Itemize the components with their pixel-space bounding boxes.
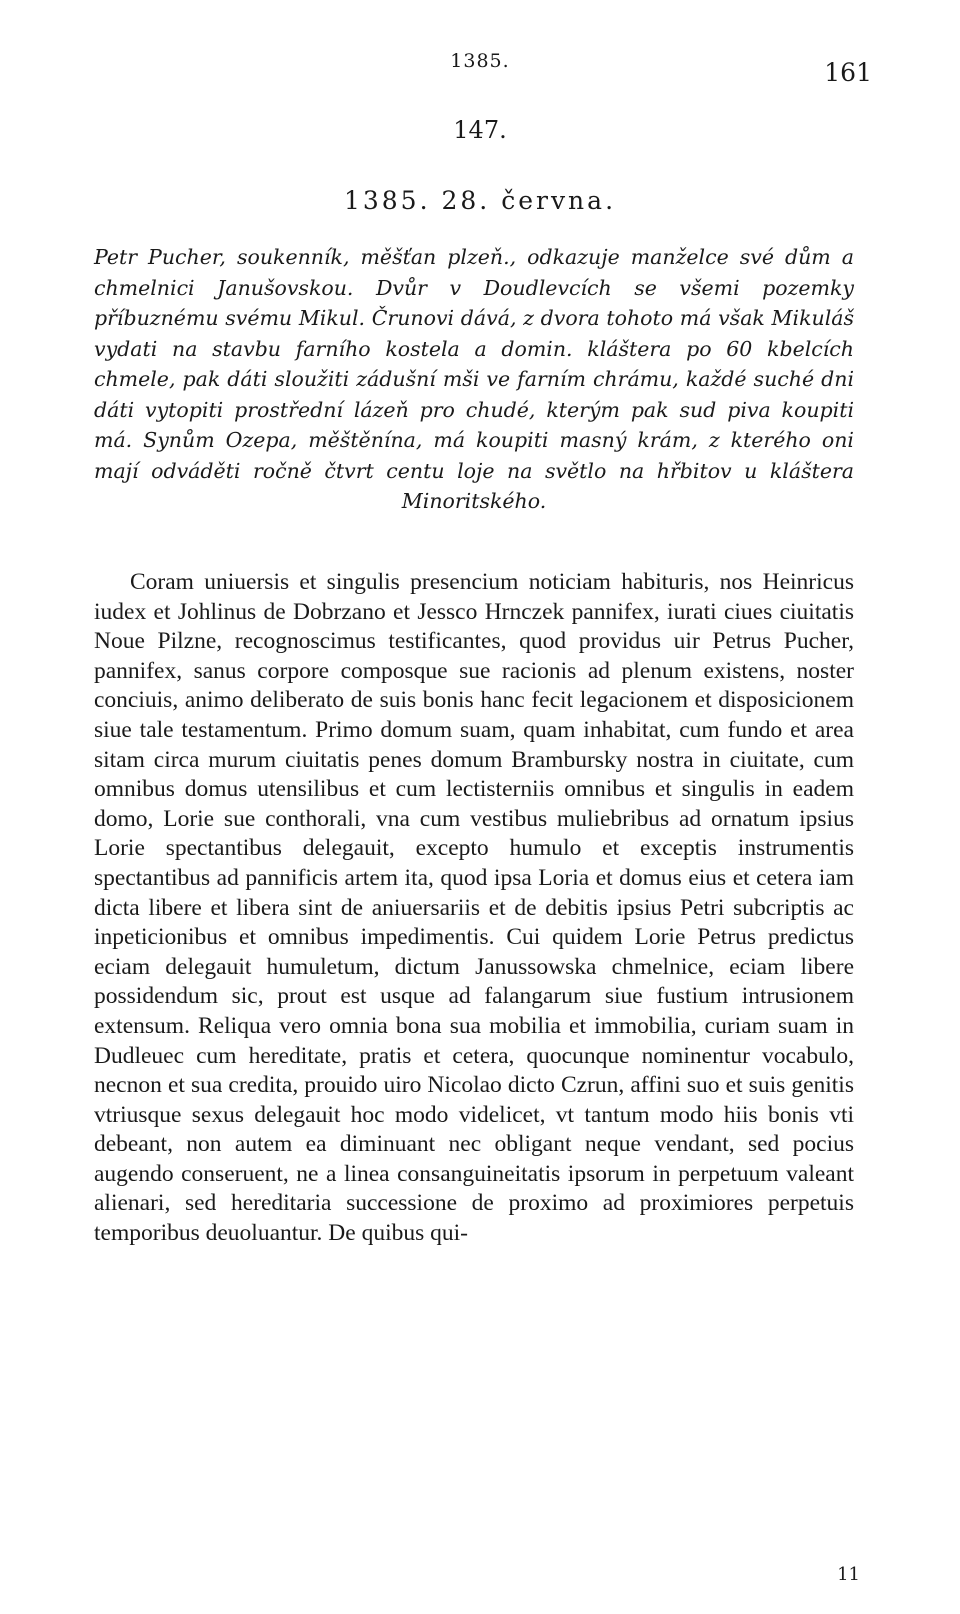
document-date: 1385. 28. června. [343, 186, 617, 215]
page-number: 161 [824, 58, 872, 87]
latin-charter-text: Coram uniuersis et singulis presencium noticiam habituris, nos Heinricus iudex et Johlinus de Dobrzano et Jessco Hrnczek pannifex, iurati ciues ciuitatis Noue Pilzne, recognoscimus testificantes, quod providus uir Petrus Pucher, pannifex, sanus corpore composque sue racionis ad plenum existens, noster conciuis, animo deliberato de suis bonis hanc fecit legacionem et disposicionem siue tale testamentum. Primo domum suam, quam inhabitat, cum fundo et area sitam circa murum ciuitatis penes domum Brambursky nostra in ciuitate, cum omnibus domus utensilibus et cum lectisterniis omnibus et singulis in eadem domo, Lorie sue conthorali, vna cum vestibus muliebribus ad ornatum ipsius Lorie spectantibus delegauit, excepto humulo et exceptis instrumentis spectantibus ad pannificis artem ita, quod ipsa Loria et domus eius et cetera iam dicta libere et libera sint de aniuersariis et de debitis ipsius Petri subcriptis ac inpeticionibus et omnibus impedimentis. Cui quidem Lorie Petrus predictus eciam delegauit humuletum, dictum Janussowska chmelnice, eciam libere possidendum sic, prout est usque ad falangarum siue fustium intrusionem extensum. Reliqua vero omnia bona sua mobilia et immobilia, curiam suam in Dudleuec cum hereditate, pratis et cetera, quocunque nominentur vocabulo, necnon et sua credita, prouido uiro Nicolao dicto Czrun, affini suo et suis genitis vtriusque sexus delegauit hoc modo videlicet, vt tantum modo hiis bonis vti debeant, non autem ea diminuant nec obligant neque vendant, sed pocius augendo conseruent, ne a linea consanguineitatis ipsorum in perpetuum valeant alienari, sed hereditaria successione de proximo ad proximiores perpetuis temporibus deuoluantur. De quibus qui- [94, 569, 854, 1247]
printer-signature-mark: 11 [837, 1564, 860, 1585]
running-head-year: 1385. [450, 50, 510, 72]
document-number: 147. [453, 116, 507, 144]
czech-regest-summary: Petr Pucher, soukenník, měšťan plzeň., odkazuje manželce své dům a chmelnici Janušovskou. Dvůr v Doudlevcích se všemi pozemky příbuznému svému Mikul. Črunovi dává, z dvora tohoto má však Mikuláš vydati na stavbu farního kostela a domin. kláštera po 60 kbelcích chmele, pak dáti sloužiti zádušní mši ve farním chrámu, každé suché dni dáti vytopiti prostřední lázeň pro chudé, kterým pak sud piva koupiti má. Synům Ozepa, měštěnína, má koupiti masný krám, z kterého oni mají odváděti ročně čtvrt centu loje na světlo na hřbitov u kláštera Minoritského. [94, 245, 854, 513]
